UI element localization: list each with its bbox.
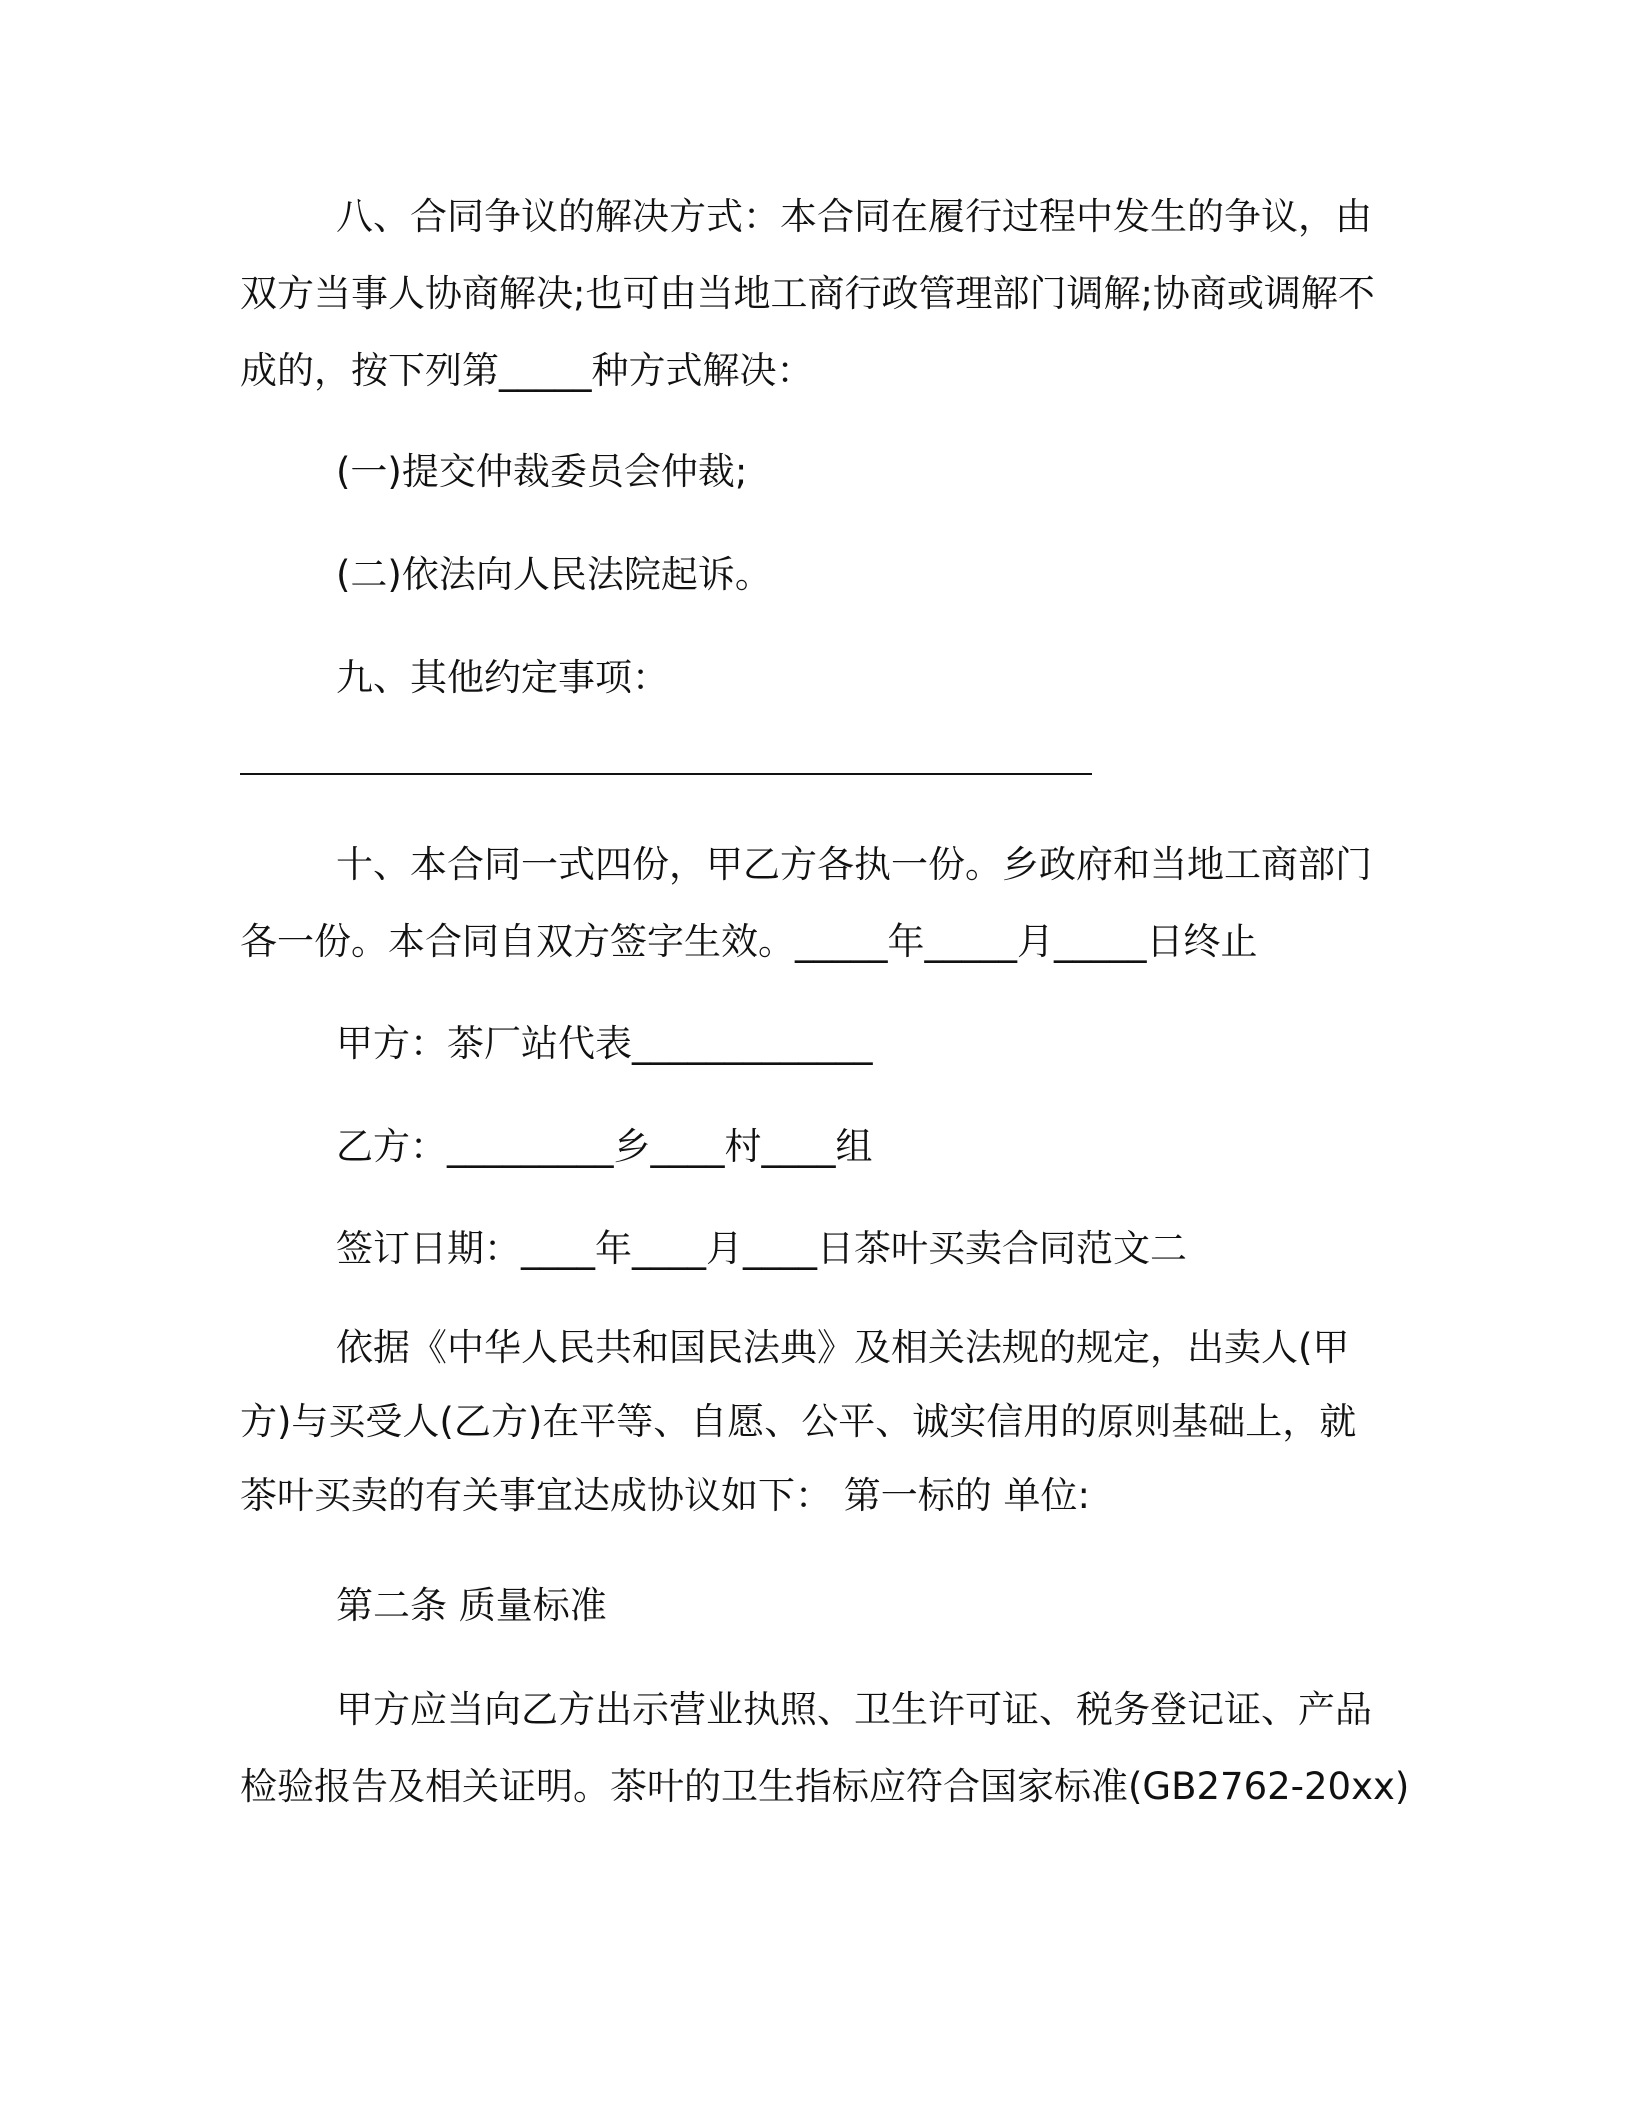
line: 十、本合同一式四份，甲乙方各执一份。乡政府和当地工商部门 xyxy=(336,843,1372,886)
line: 检验报告及相关证明。茶叶的卫生指标应符合国家标准(GB2762-20xx) xyxy=(240,1765,1410,1808)
line: 成的，按下列第_____种方式解决： xyxy=(240,349,814,392)
article-2-heading: 第二条 质量标准 xyxy=(336,1584,607,1627)
paragraph-other-matters: 九、其他约定事项： xyxy=(336,656,669,699)
party-a-signature: 甲方：茶厂站代表_____________ xyxy=(336,1022,873,1065)
line: 各一份。本合同自双方签字生效。_____年_____月_____日终止 xyxy=(240,920,1258,963)
paragraph-option-arbitration: (一)提交仲裁委员会仲裁; xyxy=(336,450,748,493)
paragraph-quality-standard xyxy=(240,1671,1410,1825)
party-b-signature: 乙方：_________乡____村____组 xyxy=(336,1125,873,1168)
line: 八、合同争议的解决方式：本合同在履行过程中发生的争议，由 xyxy=(336,195,1372,238)
line: 甲方应当向乙方出示营业执照、卫生许可证、税务登记证、产品 xyxy=(336,1688,1372,1731)
paragraph-contract-basis xyxy=(240,1311,1400,1533)
line: 茶叶买卖的有关事宜达成协议如下： 第一标的 单位: xyxy=(240,1474,1090,1517)
paragraph-dispute-resolution xyxy=(240,178,1400,409)
paragraph-copies xyxy=(240,826,1400,980)
signing-date: 签订日期：____年____月____日茶叶买卖合同范文二 xyxy=(336,1227,1187,1270)
line: 双方当事人协商解决;也可由当地工商行政管理部门调解;协商或调解不 xyxy=(240,272,1375,315)
line: 方)与买受人(乙方)在平等、自愿、公平、诚实信用的原则基础上，就 xyxy=(240,1400,1357,1443)
paragraph-option-lawsuit: (二)依法向人民法院起诉。 xyxy=(336,553,772,596)
line: 依据《中华人民共和国民法典》及相关法规的规定，出卖人(甲 xyxy=(336,1326,1350,1369)
blank-fill-line xyxy=(240,773,1092,775)
